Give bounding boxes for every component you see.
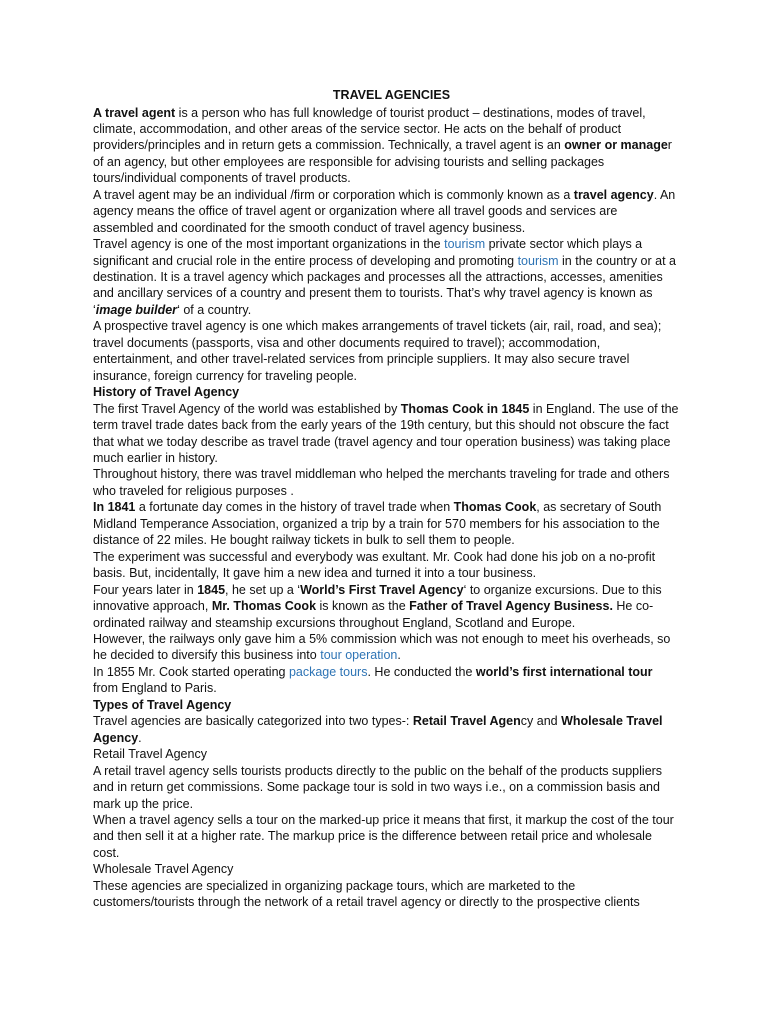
bold-italic-text: image builder xyxy=(95,302,178,317)
paragraph-1855: In 1855 Mr. Cook started operating package tours. He conducted the world’s first international tour from England to Paris. xyxy=(93,664,653,696)
paragraph-1845: Four years later in 1845, he set up a ‘World’s First Travel Agency‘ to organize excursions. Due to this innovative approach, Mr. Thomas Cook is known as the Father of Travel Agency Business. He co-ordinated railway and steamship excursions throughout England, Scotland and Europe. xyxy=(93,582,662,630)
bold-text: 1845 xyxy=(197,582,226,597)
bold-text: owner or manage xyxy=(564,138,668,153)
paragraph-railways: However, the railways only gave him a 5% commission which was not enough to meet his overheads, so he decided to diversify this business into tour operation. xyxy=(93,632,671,663)
paragraph-travel-agent: A travel agent is a person who has full knowledge of tourist product – destinations, modes of travel, climate, accommodation, and other areas of the service sector. He acts on the behalf of product providers/principles and in return gets a commission. Technically, a travel agent is an owner or manager of an agency, but other employees are responsible for advising tourists and selling packages tours/individual components of travel products. xyxy=(93,105,672,186)
bold-text: Thomas Cook in 1845 xyxy=(400,401,530,416)
heading-history: History of Travel Agency xyxy=(93,385,240,400)
bold-text: Retail Travel Agen xyxy=(412,714,521,729)
bold-text: world’s first international tour xyxy=(475,664,653,679)
paragraph-types: Travel agencies are basically categorized into two types-: Retail Travel Agency and Wholesale Travel Agency. xyxy=(93,714,663,745)
paragraph-retail: A retail travel agency sells tourists products directly to the public on the behalf of the products suppliers and in return get commissions. Some package tour is sold in two ways i.e., on a commission basis and mark up the price. xyxy=(93,763,663,811)
paragraph-markup: When a travel agency sells a tour on the marked-up price it means that first, it markup the cost of the tour and then sell it at a higher rate. The markup price is the difference between retail price and wholesale cost. xyxy=(93,812,674,860)
paragraph-first-agency: The first Travel Agency of the world was established by Thomas Cook in 1845 in England. The use of the term travel trade dates back from the early years of the 19th century, but this should not obscure the fact that what we today describe as travel trade (travel agency and tour operation business) was taking place much earlier in history. xyxy=(93,401,679,466)
tour-operation-link[interactable]: tour operation xyxy=(320,648,398,663)
bold-text: Wholesale Travel Agency xyxy=(93,714,663,745)
paragraph-middleman: Throughout history, there was travel middleman who helped the merchants traveling for trade and others who traveled for religious purposes . xyxy=(93,467,670,498)
paragraph-experiment: The experiment was successful and everybody was exultant. Mr. Cook had done his job on a no-profit basis. But, incidentally, It gave him a new idea and turned it into a tour business. xyxy=(93,549,656,581)
heading-types: Types of Travel Agency xyxy=(93,697,232,712)
bold-text: World’s First Travel Agency xyxy=(300,582,464,597)
paragraph-travel-agency: A travel agent may be an individual /firm or corporation which is commonly known as a travel agency. An agency means the office of travel agent or organization where all travel goods and services are assembled and coordinated for the smooth conduct of travel agency business. xyxy=(93,187,676,235)
subheading-retail: Retail Travel Agency xyxy=(93,747,207,762)
bold-text: Thomas Cook xyxy=(453,500,537,515)
paragraph-importance: Travel agency is one of the most important organizations in the tourism private sector which plays a significant and crucial role in the entire process of developing and promoting tourism in the country or at a destination. It is a travel agency which packages and processes all the attractions, accesses, amenities and ancillary services of a country and present them to tourists. That’s why travel agency is known as ‘image builder‘ of a country. xyxy=(93,237,676,317)
document-title: TRAVEL AGENCIES xyxy=(332,88,451,102)
tourism-link[interactable]: tourism xyxy=(444,237,486,252)
paragraph-wholesale: These agencies are specialized in organizing package tours, which are marketed to the customers/tourists through the network of a retail travel agency or directly to the prospective clients xyxy=(93,878,640,910)
bold-text: Father of Travel Agency Business. xyxy=(409,599,613,614)
subheading-wholesale: Wholesale Travel Agency xyxy=(93,862,234,877)
package-tours-link[interactable]: package tours xyxy=(288,664,368,679)
bold-text: In 1841 xyxy=(93,500,136,515)
paragraph-prospective-agency: A prospective travel agency is one which makes arrangements of travel tickets (air, rail, road, and sea); travel documents (passports, visa and other documents required to travel); accommodation, entertainment, and other travel-related services from principle suppliers. It may also secure travel insurance, foreign currency for traveling people. xyxy=(93,319,662,383)
bold-text: A travel agent xyxy=(93,105,176,120)
bold-text: Mr. Thomas Cook xyxy=(211,599,317,614)
tourism-link[interactable]: tourism xyxy=(517,253,559,268)
paragraph-1841: In 1841 a fortunate day comes in the history of travel trade when Thomas Cook, as secretary of South Midland Temperance Association, organized a trip by a train for 570 members for his association to the distance of 22 miles. He bought railway tickets in bulk to sell them to people. xyxy=(93,500,662,548)
bold-text: travel agency xyxy=(573,187,654,202)
